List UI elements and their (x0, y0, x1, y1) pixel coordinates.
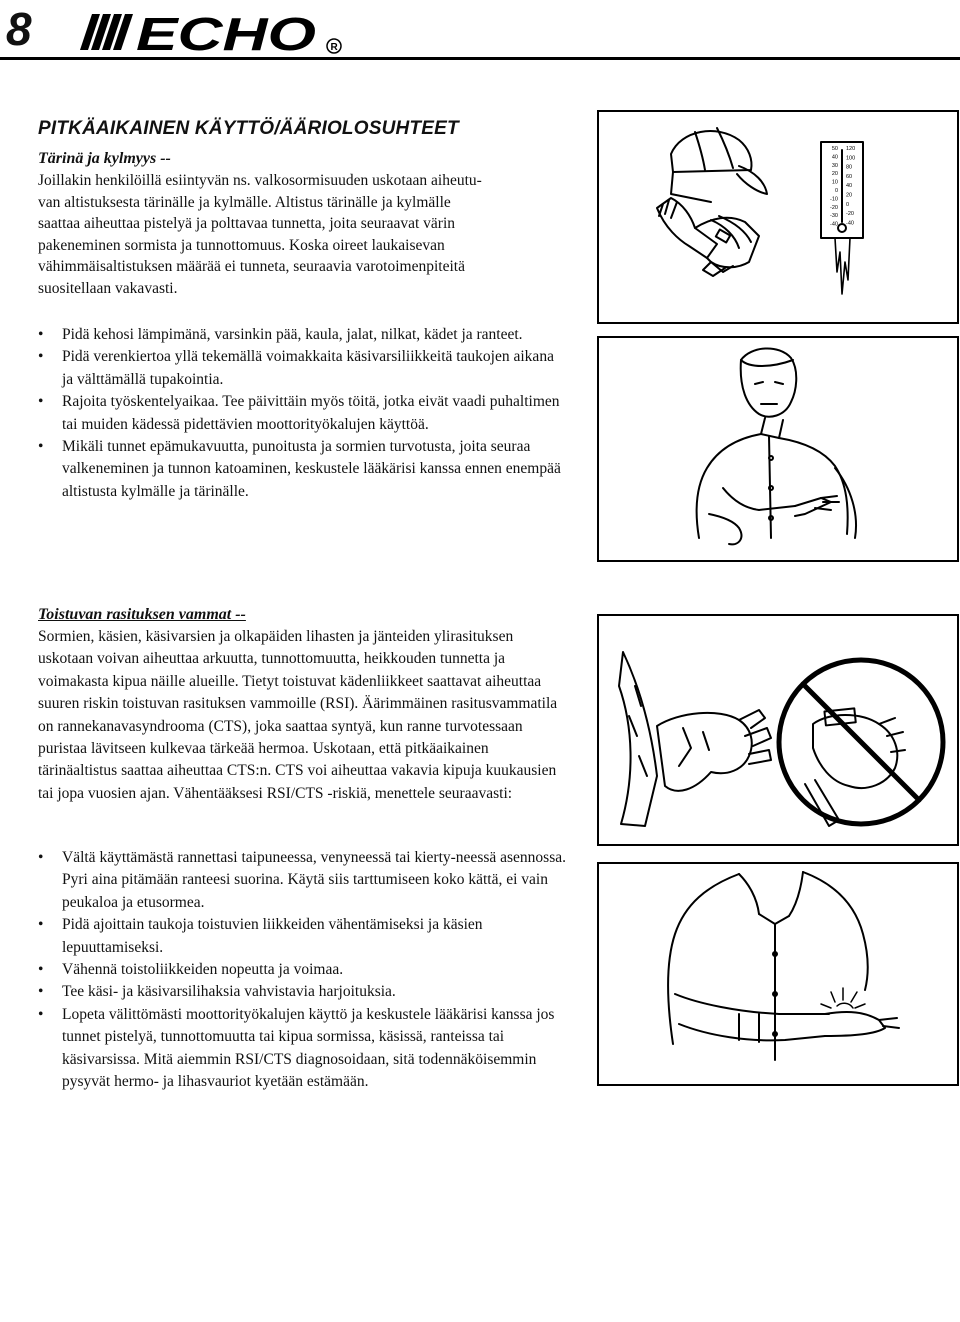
section-title: PITKÄAIKAINEN KÄYTTÖ/ÄÄRIOLOSUHTEET (38, 118, 459, 139)
thermometer-tick-label: 10 (831, 179, 838, 186)
thermometer-tick-label: 120 (846, 146, 856, 152)
thermometer-tick-label: 30 (831, 162, 838, 169)
man-icon (697, 348, 856, 544)
thermometer-tick-label: 40 (831, 154, 838, 161)
thermometer-tick-label: -20 (830, 204, 838, 211)
man-cold-hands-illustration (597, 336, 959, 562)
thermometer-tick-label: -10 (830, 196, 838, 203)
list-item: • Lopeta välittömästi moottorityökalujen käyttö ja keskustele lääkärisi kanssa jos tunnet pistelyä, tunnottomuutta tai kipua sormissa, käsissä, ranteissa tai käsivarsissa. Mitä aiemmin RSI/CTS diagnosoidaan, sitä todennäköisemmin pysyvät hermo- ja lihasvauriot kyetään estämään. (38, 1004, 568, 1094)
thermometer-tick-label: 80 (846, 164, 853, 171)
thermometer-tick-label: 20 (831, 171, 838, 178)
thermometer-tick-label: 0 (846, 201, 850, 208)
man-torso-icon (668, 872, 899, 1060)
rsi-paragraph: Sormien, käsien, käsivarsien ja olkapäiden lihasten ja jänteiden ylirasituksen uskotaan voivan aiheuttaa arkuutta, tunnottomuutta, heikkouden tunnetta ja voimakasta kipua näille alueille. Tietyt toistuvat kädenliikkeet saattavat aiheuttaa suuren riskin toistuvan rasituksen vammoille (RSI). Äärimmäinen rasitusvammatila on rannekanavasyndrooma (CTS), joka saattaa syntyä, kun ranne turvotessaan puristaa lävitseen kulkevaa tärkeää hermoa. Uskotaan, että pitkäaikainen tärinäaltistus saattaa aiheuttaa CTS:n. CTS voi aiheuttaa vakavia kipuja kuukausien tai jopa vuosien ajan. Vähentääksesi RSI/CTS -riskiä, menettele seuraavasti: (38, 628, 558, 802)
prohibited-icon (779, 660, 943, 824)
paragraph-line: vähimmäisaltistuksen määrää ei tunneta, seuraavia varotoimenpiteitä (38, 258, 465, 276)
man-wrist-pain-illustration (597, 862, 959, 1086)
paragraph-line: suositellaan vakavasti. (38, 279, 178, 297)
thermometer-tick-label: 0 (834, 188, 838, 194)
vibration-cold-subtitle: Tärinä ja kylmyys -- (38, 150, 171, 167)
thermometer-tick-label: 50 (831, 146, 838, 152)
thermometer-icon (821, 142, 863, 294)
echo-logo (78, 8, 348, 56)
paragraph-line: pakeneminen sormista ja tunnottomuus. Koska oireet laukaisevan (38, 236, 445, 254)
list-item: • Pidä ajoittain taukoja toistuvien liikkeiden vähentämiseksi ja käsien lepuuttamiseksi. (38, 914, 568, 959)
list-item: • Rajoita työskentelyaikaa. Tee päivittäin myös töitä, jotka eivät vaadi puhaltimen tai muiden kädessä pidettävien moottorityökalujen käyttöä. (38, 391, 568, 436)
list-item: • Mikäli tunnet epämukavuutta, punoitusta ja sormien turvotusta, joita seuraa valkeneminen ja tunnon katoaminen, keskustele lääkärisi kanssa ennen enempää altistusta kylmälle ja tärinälle. (38, 436, 568, 503)
gloves-icon (657, 198, 759, 276)
thermometer-tick-label: 60 (846, 173, 853, 180)
thermometer-tick-label: -40 (830, 221, 838, 228)
list-item: • Tee käsi- ja käsivarsilihaksia vahvistavia harjoituksia. (38, 981, 568, 1003)
header-rule (0, 57, 960, 60)
vibration-cold-paragraph (38, 170, 568, 300)
list-item: • Pidä verenkiertoa yllä tekemällä voimakkaita käsivarsiliikkeitä taukojen aikana ja välttämällä tupakointia. (38, 346, 568, 391)
thermometer-fahrenheit-scale (830, 146, 838, 228)
thermometer-tick-label: -20 (846, 211, 854, 218)
forearm-sleeve-icon (619, 652, 657, 826)
paragraph-line: van altistuksesta tärinälle ja kylmälle. Altistus tärinälle ja kylmälle (38, 193, 451, 211)
cap-gloves-thermometer-illustration (597, 110, 959, 324)
list-item: • Vähennä toistoliikkeiden nopeutta ja voimaa. (38, 959, 568, 981)
thermometer-tick-label: 40 (846, 183, 853, 190)
list-item: • Pidä kehosi lämpimänä, varsinkin pää, kaula, jalat, nilkat, kädet ja ranteet. (38, 324, 568, 346)
paragraph-line: Joillakin henkilöillä esiintyvän ns. valkosormisuuden uskotaan aiheutu- (38, 172, 482, 189)
bent-hand-glove-icon (657, 713, 752, 791)
cold-precautions-list (38, 324, 568, 503)
page-number: 8 (6, 3, 32, 55)
thermometer-tick-label: -40 (846, 220, 854, 227)
cap-icon (671, 128, 767, 202)
bent-wrist-prohibited-illustration (597, 614, 959, 846)
rsi-subtitle: Toistuvan rasituksen vammat -- (38, 606, 246, 623)
echo-logo-text: ECHO (136, 8, 317, 56)
pain-burst-icon (821, 988, 865, 1008)
paragraph-line: saattaa aiheuttaa pistelyä ja polttavaa tunnetta, joita seuraavat värin (38, 215, 456, 233)
svg-text:R: R (330, 42, 338, 53)
thermometer-tick-label: 100 (846, 155, 856, 162)
rsi-precautions-list (38, 847, 568, 1093)
list-item: • Vältä käyttämästä rannettasi taipuneessa, venyneessä tai kierty-neessä asennossa. Pyri aina pitämään ranteesi suorina. Käytä siis tarttumiseen koko kättä, ei vain peukaloa ja etusormea. (38, 847, 568, 914)
page-header (0, 0, 960, 62)
thermometer-celsius-scale (846, 146, 855, 226)
thermometer-tick-label: 20 (846, 192, 853, 199)
thermometer-tick-label: -30 (830, 213, 838, 220)
